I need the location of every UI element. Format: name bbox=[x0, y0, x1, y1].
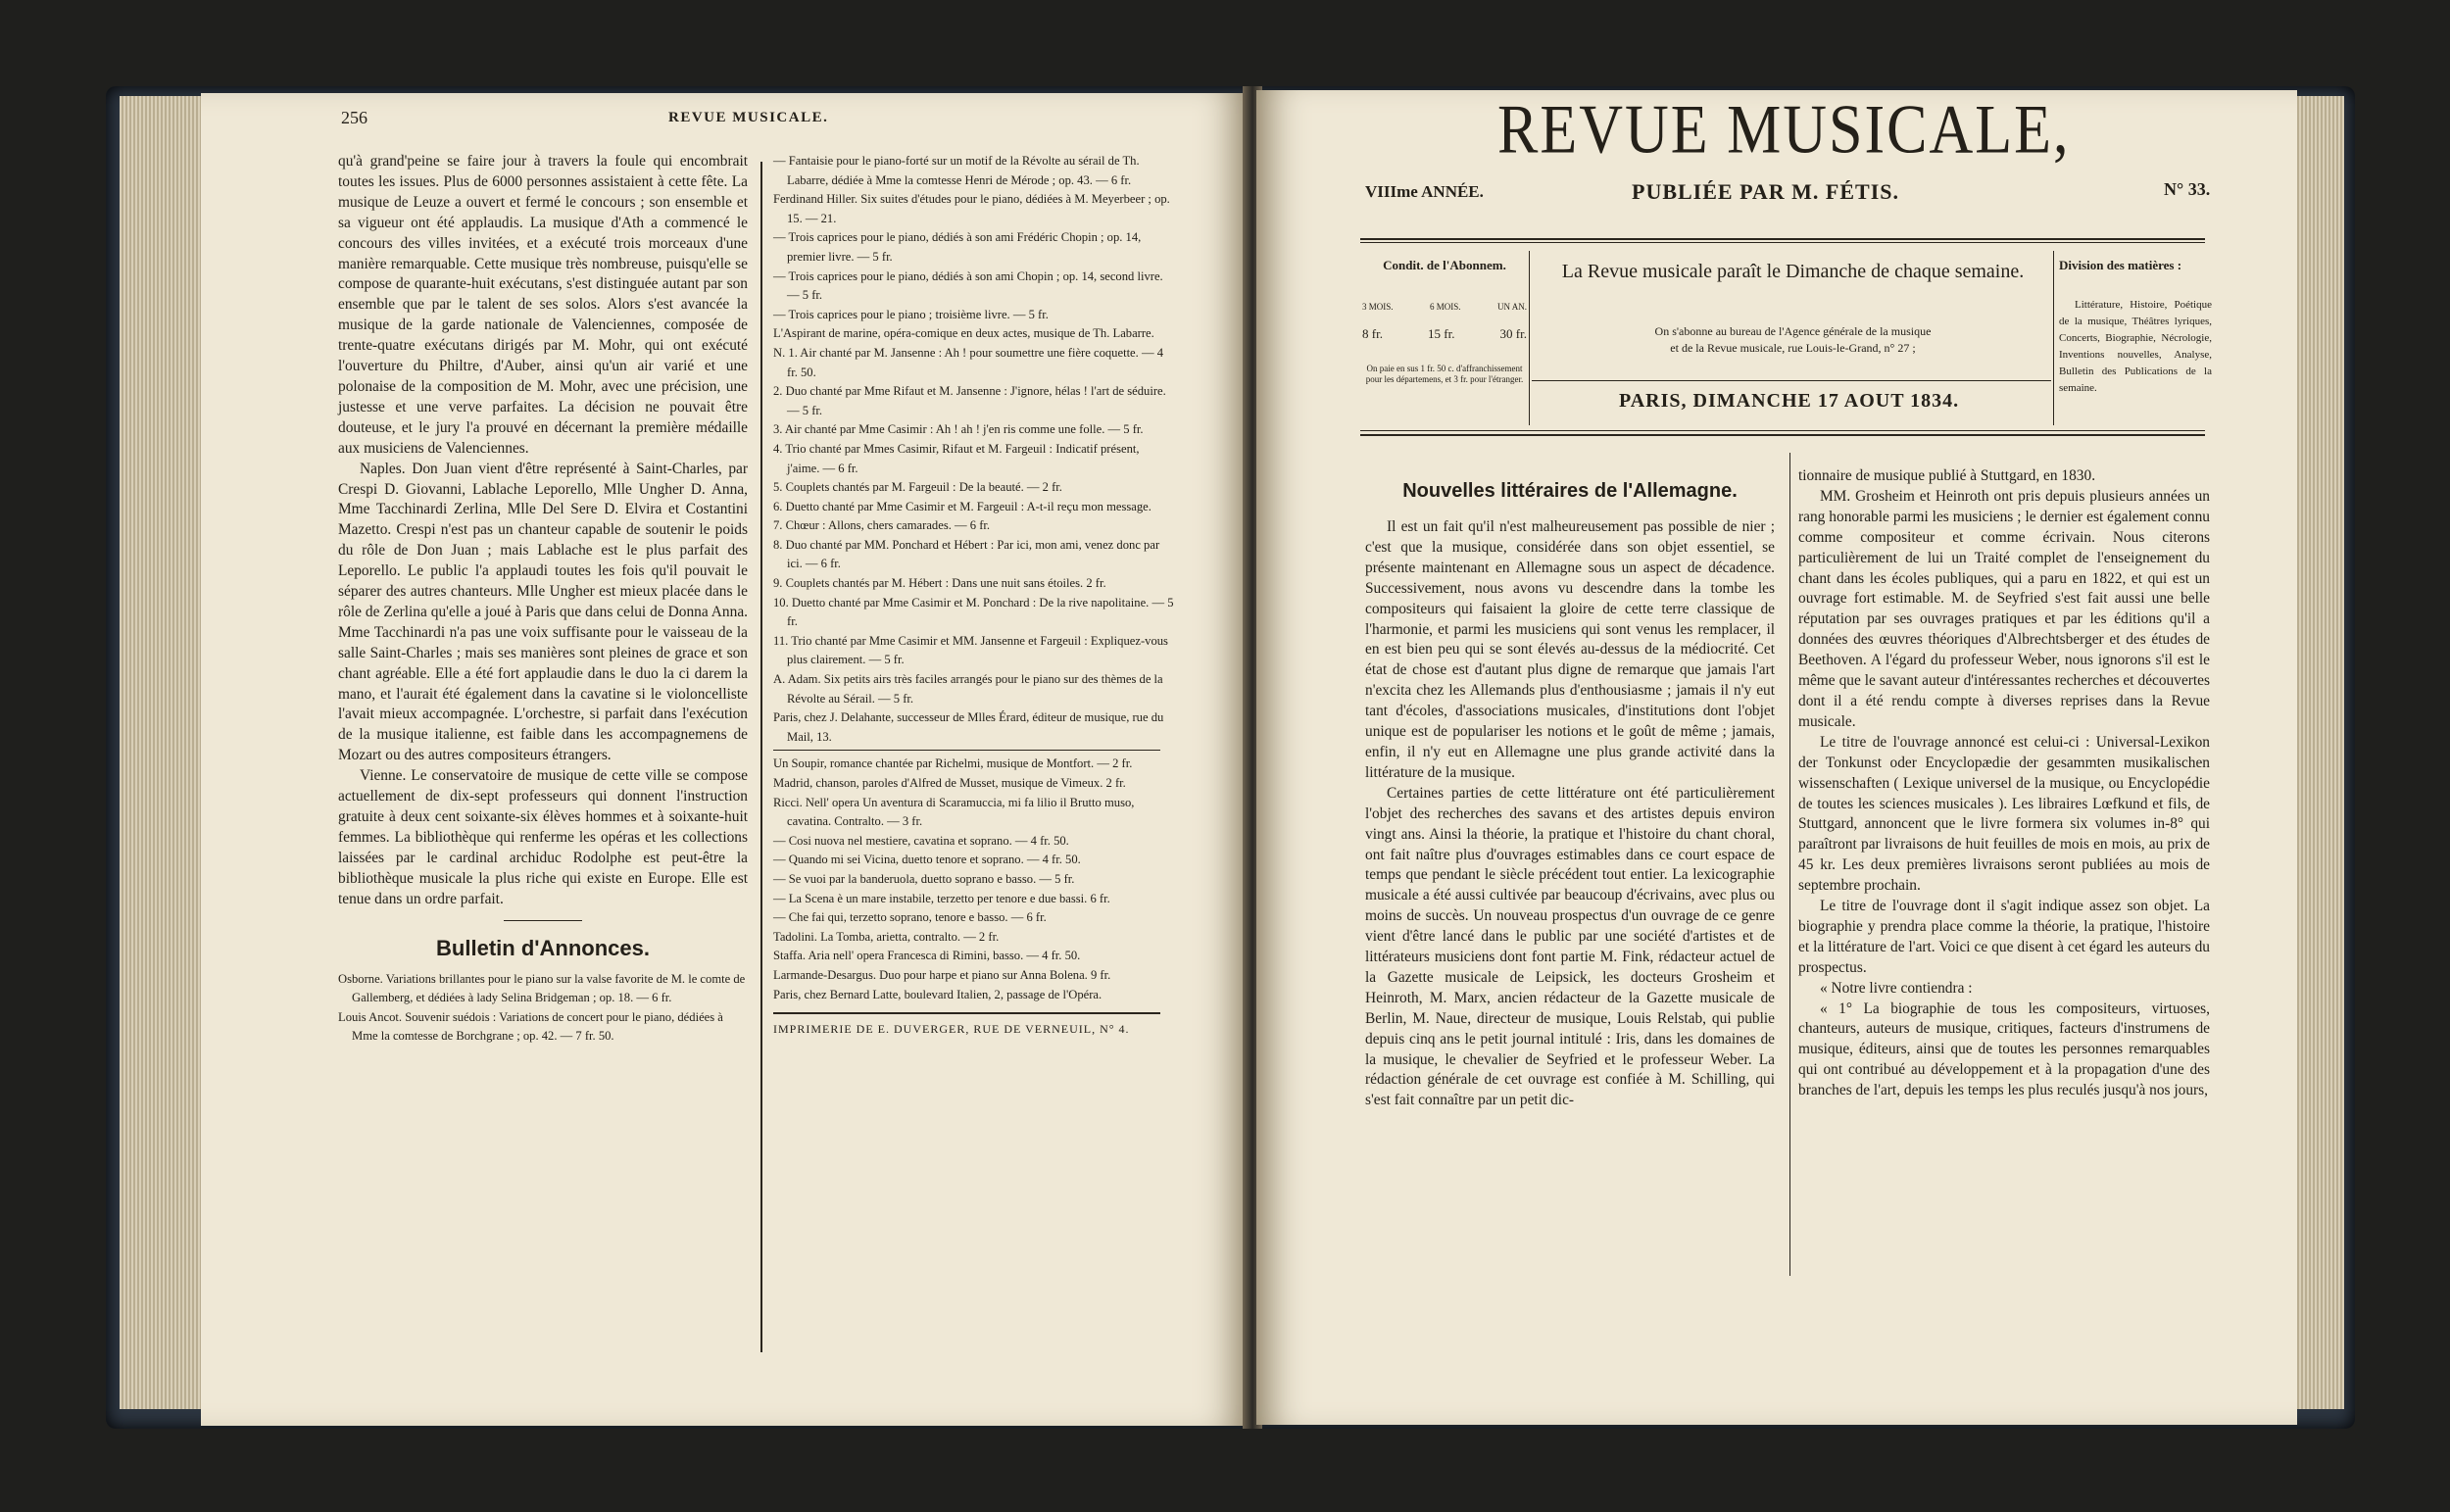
price-cell: 8 fr. bbox=[1362, 326, 1383, 341]
subscription-prices bbox=[1362, 325, 1527, 342]
date-line: PARIS, DIMANCHE 17 AOUT 1834. bbox=[1619, 390, 1960, 412]
header-rule bbox=[1360, 434, 2205, 436]
list-item: 2. Duo chanté par Mme Rifaut et M. Jansenne : J'ignore, hélas ! l'art de séduire. — 5 fr. bbox=[773, 384, 1166, 417]
separator-rule bbox=[773, 1012, 1160, 1014]
list-item: Ricci. Nell' opera Un aventura di Scaramuccia, mi fa lilio il Brutto muso, cavatina. Contralto. — 3 fr. bbox=[773, 795, 1135, 829]
issue-number: N° 33. bbox=[2164, 179, 2211, 199]
list-item: 9. Couplets chantés par M. Hébert : Dans une nuit sans étoiles. 2 fr. bbox=[773, 576, 1106, 591]
header-cell: 3 MOIS. bbox=[1362, 302, 1394, 312]
paragraph: Il est un fait qu'il n'est malheureusement pas possible de nier ; c'est que la musique, considérée dans son objet essentiel, se présente maintenant en Allemagne sous un aspect de décadence. Successivement, nous avons vu descendre dans la tombe les compositeurs qui faisaient la gloire de cette terre classique de l'harmonie, et parmi les musiciens qui sont venus les remplacer, il en est bien peu qui se sont élevés au-dessus de la médiocrité. Cet état de chose est d'autant plus digne de remarque que jamais l'art n'excita chez les Allemands plus d'enthousiasme ; jamais il n'y eut tant d'écoles, d'associations musicales, d'institutions dont l'objet unique est de populariser les notions et le goût de même ; jamais, enfin, il n'y eut en Allemagne une plus grande activité dans la littérature de la musique. bbox=[1365, 518, 1775, 781]
subscription-box bbox=[1362, 257, 1527, 385]
running-header: REVUE MUSICALE. bbox=[668, 110, 829, 125]
list-item: Paris, chez J. Delahante, successeur de Mlles Érard, éditeur de musique, rue du Mail, 13. bbox=[773, 710, 1164, 744]
column-rule bbox=[760, 162, 762, 1352]
left-page bbox=[201, 93, 1248, 1426]
price-cell: 30 fr. bbox=[1499, 326, 1527, 341]
bulletin-list bbox=[338, 970, 748, 1047]
list-item: — La Scena è un mare instabile, terzetto per tenore e due bassi. 6 fr. bbox=[773, 891, 1110, 905]
office-info bbox=[1532, 323, 2054, 357]
list-item: 8. Duo chanté par MM. Ponchard et Hébert : Par ici, mon ami, venez donc par ici. — 6 fr. bbox=[773, 537, 1160, 571]
list-item: — Se vuoi par la banderuola, duetto soprano e basso. — 5 fr. bbox=[773, 871, 1075, 886]
subscription-note: On paie en sus 1 fr. 50 c. d'affranchissement pour les départemens, et 3 fr. pour l'étranger. bbox=[1365, 364, 1524, 384]
paragraph: qu'à grand'peine se faire jour à travers la foule qui encombrait toutes les issues. Plus de 6000 personnes assistaient à cette fête. La musique de Leuze a ouvert et fermé le concours ; son ensemble et sa vigueur ont été applaudis. La musique d'Ath a commencé le concours des villes invitées, et a exécuté trois morceaux d'une manière remarquable. Cette musique très nombreuse, puisqu'elle se compose de quarante-huit exécutans, s'est distinguée autant par son ensemble que par le talent de ses solos. Alors s'est avancée la musique de la garde nationale de Valenciennes, composée de trente-quatre exécutans dirigés par M. Mohr, qui ont exécuté l'ouverture du Philtre, d'Auber, ainsi qu'un air varié et une polonaise de la composition de M. Mohr, avec une précision, une justesse et une verve parfaites. La décision ne pouvait être douteuse, et le jury l'a prouvé en décernant la première médaille aux musiciens de Valenciennes. bbox=[338, 153, 748, 457]
list-item: Madrid, chanson, paroles d'Alfred de Musset, musique de Vimeux. 2 fr. bbox=[773, 776, 1126, 790]
column-rule bbox=[1789, 453, 1790, 1276]
page-number: 256 bbox=[341, 108, 368, 127]
separator-rule bbox=[504, 920, 582, 921]
price-cell: 15 fr. bbox=[1428, 326, 1455, 341]
box-rule bbox=[2053, 251, 2054, 425]
list-item: Staffa. Aria nell' opera Francesca di Rimini, basso. — 4 fr. 50. bbox=[773, 949, 1081, 963]
paragraph: Vienne. Le conservatoire de musique de cette ville se compose actuellement de dix-sept professeurs qui donnent l'instruction gratuite à deux cent soixante-six élèves hommes et à soixante-huit femmes. La bibliothèque qui renferme les opéras et les collections laissées par le cardinal archiduc Rodolphe est peut-être la bibliothèque musicale la plus riche qui existe en Europe. Elle est tenue dans un ordre parfait. bbox=[338, 767, 748, 907]
subscription-headers bbox=[1362, 299, 1527, 316]
list-item: L'Aspirant de marine, opéra-comique en deux actes, musique de Th. Labarre. bbox=[773, 326, 1154, 341]
division-box bbox=[2059, 257, 2212, 397]
list-item: 7. Chœur : Allons, chers camarades. — 6 fr. bbox=[773, 518, 991, 533]
paragraph: « 1° La biographie de tous les compositeurs, virtuoses, chanteurs, auteurs de musique, critiques, facteurs d'instrumens de musique, éditeurs, ainsi que de toutes les personnes remarquables qui ont contribué au développement et à la propagation d'une des branches de l'art, depuis les temps les plus reculés jusqu'à nos jours, bbox=[1798, 1000, 2210, 1099]
list-item: — Che fai qui, terzetto soprano, tenore e basso. — 6 fr. bbox=[773, 910, 1047, 925]
bulletin-title: Bulletin d'Annonces. bbox=[436, 935, 650, 960]
list-item: Un Soupir, romance chantée par Richelmi, musique de Montfort. — 2 fr. bbox=[773, 756, 1133, 771]
list-item: Ferdinand Hiller. Six suites d'études pour le piano, dédiées à M. Meyerbeer ; op. 15. — 21. bbox=[773, 192, 1170, 225]
paragraph: Naples. Don Juan vient d'être représenté à Saint-Charles, par Crespi D. Giovanni, Lablache Leporello, Mlle Ungher D. Anna, Mme Tacchinardi Zerlina, Mlle Del Sere D. Elvira et Costantini Mazetto. Crespi n'est pas un chanteur capable de soutenir le poids du rôle de Don Juan ; mais Lablache est le plus parfait des Leporello. Le public l'a applaudi toutes les fois qu'il pouvait le séparer des autres chanteurs. Mlle Ungher est mieux placée dans le rôle de Zerlina qu'elle a joué à Paris que dans celui de Donna Anna. Mme Tacchinardi n'a pas une voix suffisante pour le vaisseau de la salle Saint-Charles ; mais ses manières sont pleines de grace et son chant agréable. Elle a été fort applaudie dans le duo la ci darem la mano, et l'aurait été également dans la cavatine si le violoncelliste l'avait mieux accompagnée. L'orchestre, si parfait dans l'exécution de la musique italienne, est faible dans les accompagnemens de Mozart ou des autres compositeurs étrangers. bbox=[338, 460, 748, 764]
list-item: — Fantaisie pour le piano-forté sur un motif de la Révolte au sérail de Th. Labarre, dédiée à Mme la comtesse Henri de Mérode ; op. 43. — 6 fr. bbox=[773, 154, 1140, 187]
list-item: Larmande-Desargus. Duo pour harpe et piano sur Anna Bolena. 9 fr. bbox=[773, 967, 1111, 982]
list-item: 3. Air chanté par Mme Casimir : Ah ! ah ! j'en ris comme une folle. — 5 fr. bbox=[773, 422, 1144, 437]
left-column-1 bbox=[338, 152, 748, 1047]
list-item: Osborne. Variations brillantes pour le piano sur la valse favorite de M. le comte de Gallemberg, et dédiées à lady Selina Bridgeman ; op. 18. — 6 fr. bbox=[338, 971, 746, 1005]
header-rule bbox=[1360, 242, 2205, 243]
list-item: Tadolini. La Tomba, arietta, contralto. — 2 fr. bbox=[773, 929, 1000, 944]
paragraph: Certaines parties de cette littérature ont été particulièrement l'objet des recherches des savans et des artistes depuis environ vingt ans. Ainsi la théorie, la pratique et l'histoire du chant choral, ont fait naître plus d'ouvrages estimables dans ce court espace de temps que pendant le siècle précédent tout entier. La lexicographie musicale a été aussi cultivée par beaucoup d'écrivains, avec plus ou moins de succès. Un nouveau prospectus d'un ouvrage de ce genre vient d'être lancé dans le public par une société d'artistes et de littérateurs musiciens dont font partie M. Fink, rédacteur actuel de la Gazette musicale de Leipsick, les docteurs Grosheim et Heinroth, M. Marx, ancien rédacteur de la Gazette musicale de Berlin, M. Naue, directeur de musique, Louis Relstab, qui publie depuis cinq ans le petit journal intitulé : Iris, dans les domaines de la musique, le chevalier de Seyfried et le professeur Weber. La rédaction générale de cet ouvrage est confiée à M. Schilling, qui s'est fait connaître par un petit dic- bbox=[1365, 784, 1775, 1109]
header-cell: UN AN. bbox=[1496, 302, 1527, 312]
publisher-label: PUBLIÉE PAR M. FÉTIS. bbox=[1632, 179, 1900, 204]
office-line: On s'abonne au bureau de l'Agence générale de la musique bbox=[1654, 324, 1932, 338]
right-column-1 bbox=[1365, 478, 1775, 1111]
right-column-2 bbox=[1798, 466, 2210, 1101]
separator-rule bbox=[773, 750, 1160, 751]
appears-line: La Revue musicale paraît le Dimanche de chaque semaine. bbox=[1561, 261, 2025, 282]
year-label: VIIIme ANNÉE. bbox=[1365, 182, 1484, 201]
division-text: Littérature, Histoire, Poétique de la musique, Théâtres lyriques, Concerts, Biographie, Nécrologie, Inventions nouvelles, Analyse, Bulletin des Publications de la semaine. bbox=[2059, 299, 2212, 394]
paragraph: Le titre de l'ouvrage dont il s'agit indique assez son objet. La biographie y prendra place comme la théorie, la pratique, l'histoire et la littérature de l'art. Voici ce que disent à cet égard les auteurs du prospectus. bbox=[1798, 898, 2210, 976]
left-column-2 bbox=[773, 152, 1175, 1040]
box-rule bbox=[1532, 380, 2051, 381]
list-item: 10. Duetto chanté par Mme Casimir et M. Ponchard : De la rive napolitaine. — 5 fr. bbox=[773, 595, 1174, 629]
left-page-edges bbox=[120, 96, 214, 1409]
imprint: IMPRIMERIE DE E. DUVERGER, RUE DE VERNEUIL, N° 4. bbox=[773, 1022, 1130, 1037]
list-item: N. 1. Air chanté par M. Jansenne : Ah ! pour soumettre une fière coquette. — 4 fr. 50. bbox=[773, 345, 1163, 379]
paragraph: MM. Grosheim et Heinroth ont pris depuis plusieurs années un rang honorable parmi les musiciens ; le dernier est également connu comme compositeur et comme écrivain. Nous citerons particulièrement de lui un Traité complet de l'enseignement du chant dans les écoles publiques, qui a paru en 1822, et qui est un ouvrage fort estimable. M. de Seyfried s'est fait aussi une belle réputation par ses ouvrages pratiques et par les éditions qu'il a données des œuvres théoriques d'Albrechtsberger et des études de Beethoven. A l'égard du professeur Weber, nous ignorons s'il est le même que le savant auteur d'intéressantes recherches et découvertes dont il a été rendu compte à diverses reprises dans la Revue musicale. bbox=[1798, 487, 2210, 730]
header-rule bbox=[1360, 238, 2205, 240]
paragraph: « Notre livre contiendra : bbox=[1820, 979, 1973, 997]
subscription-title: Condit. de l'Abonnem. bbox=[1383, 258, 1506, 272]
box-rule bbox=[1529, 251, 1530, 425]
list-item: A. Adam. Six petits airs très faciles arrangés pour le piano sur des thèmes de la Révolte au Sérail. — 5 fr. bbox=[773, 672, 1163, 706]
list-item: — Cosi nuova nel mestiere, cavatina et soprano. — 4 fr. 50. bbox=[773, 833, 1069, 848]
article-title: Nouvelles littéraires de l'Allemagne. bbox=[1402, 480, 1738, 502]
division-title: Division des matières : bbox=[2059, 258, 2182, 272]
header-cell: 6 MOIS. bbox=[1429, 302, 1461, 312]
list-item: — Trois caprices pour le piano, dédiés à son ami Frédéric Chopin ; op. 14, premier livre. — 5 fr. bbox=[773, 230, 1142, 264]
list-item: — Trois caprices pour le piano ; troisième livre. — 5 fr. bbox=[773, 307, 1049, 321]
paragraph: tionnaire de musique publié à Stuttgard, en 1830. bbox=[1798, 467, 2096, 484]
office-line: et de la Revue musicale, rue Louis-le-Grand, n° 27 ; bbox=[1670, 341, 1916, 355]
list-item: 5. Couplets chantés par M. Fargeuil : De la beauté. — 2 fr. bbox=[773, 480, 1062, 495]
list-item: Louis Ancot. Souvenir suédois : Variations de concert pour le piano, dédiées à Mme la comtesse de Borchgrane ; op. 42. — 7 fr. 50. bbox=[338, 1009, 723, 1044]
list-item: 6. Duetto chanté par Mme Casimir et M. Fargeuil : A-t-il reçu mon message. bbox=[773, 499, 1152, 513]
list-item: — Trois caprices pour le piano, dédiés à son ami Chopin ; op. 14, second livre. — 5 fr. bbox=[773, 268, 1163, 303]
paragraph: Le titre de l'ouvrage annoncé est celui-ci : Universal-Lexikon der Tonkunst oder Encyclopædie der gesammten musikalischen wissenschaften ( Lexique universel de la musique, ou Encyclopédie de toutes les sciences musicales ). Les libraires Lœfkund et fils, de Stuttgard, annoncent que le livre formera six volumes in-8° qui paraîtront par livraisons de huit feuilles de mois en mois, au prix de 45 kr. Les deux premières livraisons seront publiées au mois de septembre prochain. bbox=[1798, 733, 2210, 895]
masthead: REVUE MUSICALE, bbox=[1497, 91, 2071, 169]
list-item: 11. Trio chanté par Mme Casimir et MM. Jansenne et Fargeuil : Expliquez-vous plus clairement. — 5 fr. bbox=[773, 633, 1168, 667]
list-item: Paris, chez Bernard Latte, boulevard Italien, 2, passage de l'Opéra. bbox=[773, 987, 1102, 1001]
list-item: — Quando mi sei Vicina, duetto tenore et soprano. — 4 fr. 50. bbox=[773, 853, 1081, 867]
list-item: 4. Trio chanté par Mmes Casimir, Rifaut et M. Fargeuil : Indicatif présent, j'aime. — 6 fr. bbox=[773, 441, 1140, 475]
header-rule bbox=[1360, 430, 2205, 431]
